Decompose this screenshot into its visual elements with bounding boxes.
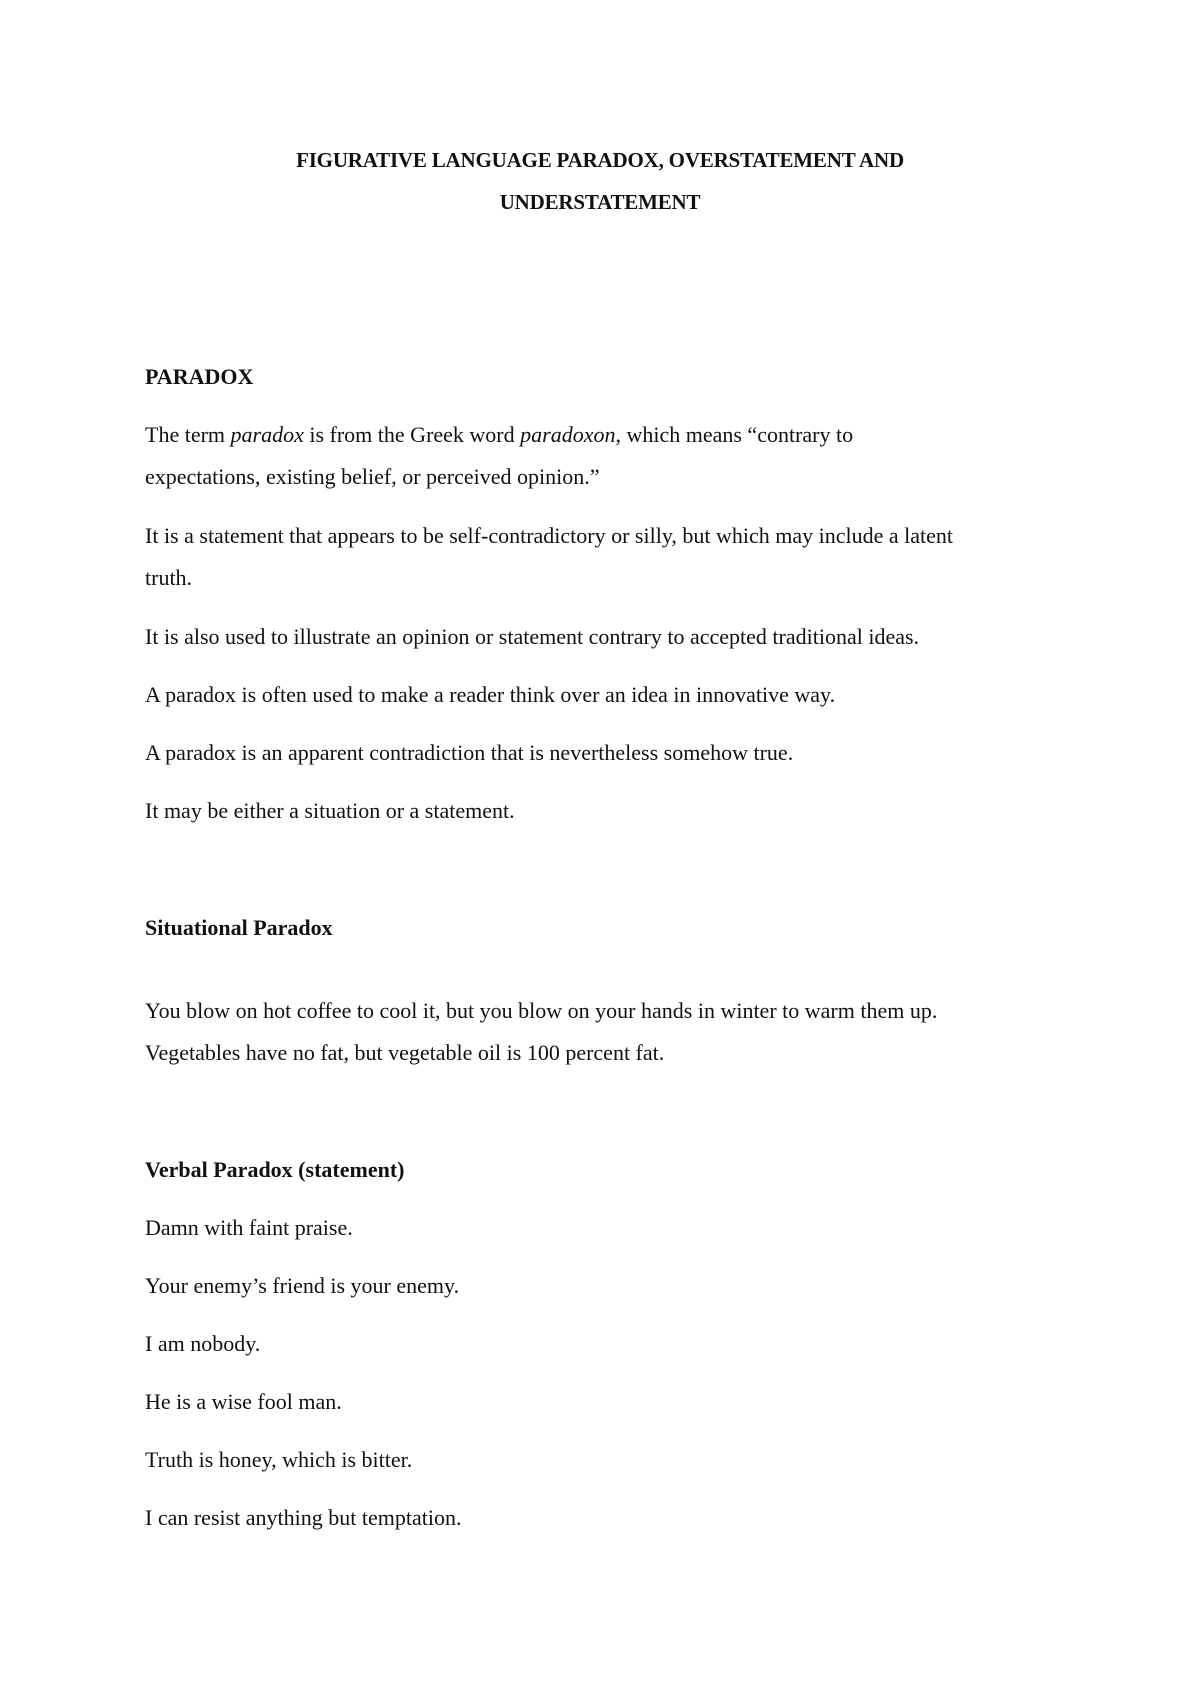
intro-text-part-3: , which means “contrary to: [615, 422, 854, 447]
document-title-line-2: UNDERSTATEMENT: [499, 190, 701, 214]
situational-example-2: Vegetables have no fat, but vegetable oil is 100 percent fat.: [145, 1040, 665, 1065]
situational-example-1: You blow on hot coffee to cool it, but you blow on your hands in winter to warm them up.: [145, 998, 938, 1023]
verbal-example: He is a wise fool man.: [145, 1389, 342, 1414]
intro-text-part-1: The term: [145, 422, 231, 447]
paradox-paragraph-3: It is also used to illustrate an opinion or statement contrary to accepted traditional ideas.: [145, 624, 920, 649]
paradox-paragraph-4: A paradox is often used to make a reader think over an idea in innovative way.: [145, 682, 836, 707]
intro-term-paradoxon: paradoxon: [520, 422, 616, 447]
section-heading-situational-paradox: Situational Paradox: [145, 915, 333, 940]
document-title-line-1: FIGURATIVE LANGUAGE PARADOX, OVERSTATEMENT AND: [296, 148, 904, 172]
verbal-example: Your enemy’s friend is your enemy.: [145, 1273, 460, 1298]
paradox-intro-line-1: [145, 422, 853, 448]
paradox-paragraph-2-line-2: truth.: [145, 565, 193, 590]
intro-term-paradox: paradox: [230, 422, 304, 447]
verbal-example: Truth is honey, which is bitter.: [145, 1447, 413, 1472]
paradox-intro-line-2: expectations, existing belief, or perceived opinion.”: [145, 464, 600, 489]
intro-text-part-2: is from the Greek word: [303, 422, 521, 447]
paradox-paragraph-2-line-1: It is a statement that appears to be self-contradictory or silly, but which may include a latent: [145, 523, 954, 548]
paradox-paragraph-5: A paradox is an apparent contradiction that is nevertheless somehow true.: [145, 740, 794, 765]
section-heading-verbal-paradox: Verbal Paradox (statement): [145, 1157, 405, 1182]
verbal-example: I am nobody.: [145, 1331, 261, 1356]
paradox-paragraph-6: It may be either a situation or a statement.: [145, 798, 515, 823]
verbal-example: I can resist anything but temptation.: [145, 1505, 462, 1530]
section-heading-paradox: PARADOX: [145, 364, 254, 389]
verbal-example: Damn with faint praise.: [145, 1215, 353, 1240]
